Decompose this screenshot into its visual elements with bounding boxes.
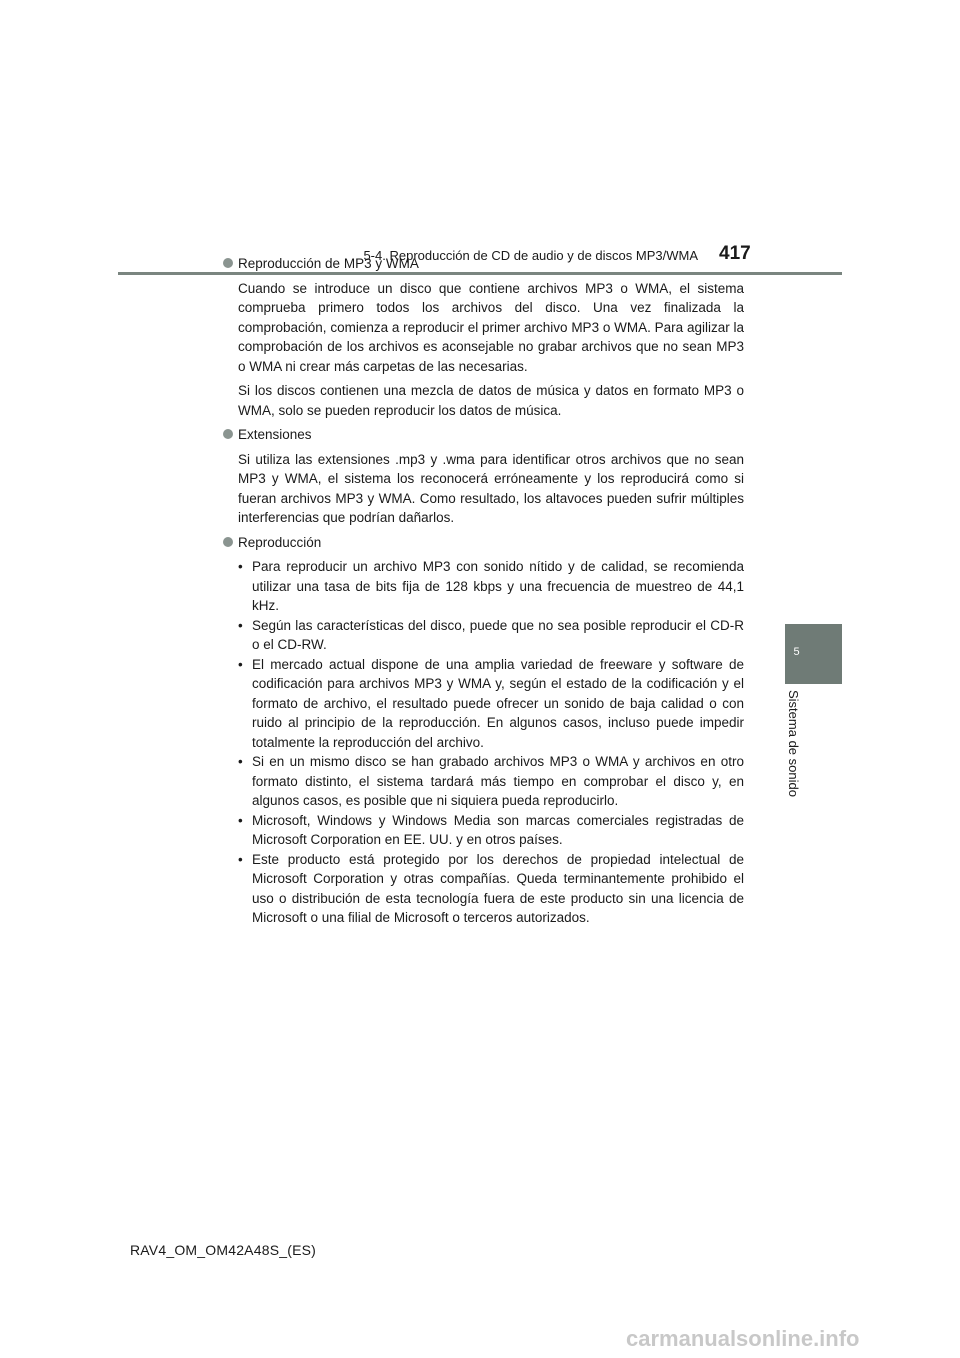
- paragraph: Si los discos contienen una mezcla de datos de música y datos en formato MP3 o WMA, solo se pueden reproducir los datos de música.: [238, 383, 744, 418]
- bullet-mark: •: [238, 851, 243, 867]
- paragraph: Cuando se introduce un disco que contiene archivos MP3 o WMA, el sistema comprueba primero todos los archivos del disco. Una vez finalizada la comprobación, comienza a reproducir el primer archivo MP3 o WMA. Para agilizar la comprobación de los archivos es aconsejable no grabar archivos que no sean MP3 o WMA ni crear más carpetas de las necesarias.: [238, 280, 744, 374]
- bullet-mark: •: [238, 617, 243, 633]
- list-item: • Para reproducir un archivo MP3 con sonido nítido y de calidad, se recomienda utilizar una tasa de bits fija de 128 kbps y una frecuencia de muestreo de 44,1 kHz.: [238, 559, 744, 613]
- bullet-mark: •: [238, 559, 243, 574]
- section-heading: Extensiones: [222, 425, 744, 445]
- section-reproduccion: [222, 533, 744, 928]
- paragraph: Si utiliza las extensiones .mp3 y .wma para identificar otros archivos que no sean MP3 y WMA, el sistema los reconocerá erróneamente y los reproducirá como si fueran archivos MP3 y WMA. Como resultado, los altavoces pueden sufrir múltiples interferencias que podrían dañarlos.: [238, 451, 744, 525]
- chapter-tab-label: Sistema de sonido: [786, 690, 801, 797]
- chapter-tab-number: 5: [793, 646, 800, 658]
- list-item: • El mercado actual dispone de una amplia variedad de freeware y software de codificación para archivos MP3 y WMA y, según el estado de la codificación y el formato de archivo, el resultado puede ofrecer un sonido de baja calidad o con ruido al principio de la reproducción. En algunos casos, incluso puede impedir totalmente la reproducción del archivo.: [238, 656, 744, 750]
- section-heading: Reproducción: [222, 533, 744, 553]
- list-item: • Según las características del disco, puede que no sea posible reproducir el CD-R o el CD-RW.: [238, 617, 744, 652]
- bullet-mark: •: [238, 812, 243, 828]
- list-item: • Si en un mismo disco se han grabado archivos MP3 o WMA y archivos en otro formato distinto, el sistema tardará más tiempo en comprobar el disco y, en algunos casos, es posible que ni siquiera pueda reproducirlo.: [238, 754, 744, 808]
- page-content: [222, 254, 744, 932]
- bullet-mark: •: [238, 754, 243, 769]
- list-item: • Este producto está protegido por los derechos de propiedad intelectual de Microsoft Corporation y otras compañías. Queda terminantemente prohibido el uso o distribución de esta tecnología fuera de este producto sin una licencia de Microsoft o una filial de Microsoft o terceros autorizados.: [238, 851, 744, 925]
- bullet-mark: •: [238, 656, 243, 672]
- bullet-dot-icon: [223, 429, 233, 439]
- list-item: • Microsoft, Windows y Windows Media son marcas comerciales registradas de Microsoft Corporation en EE. UU. y en otros países.: [238, 812, 744, 847]
- bullet-list: [222, 557, 744, 928]
- watermark: carmanualsonline.info: [626, 1326, 860, 1351]
- section-heading: Reproducción de MP3 y WMA: [222, 254, 744, 274]
- bullet-dot-icon: [223, 537, 233, 547]
- chapter-tab-label-wrap: [786, 690, 804, 800]
- section-mp3-wma: [222, 254, 744, 420]
- bullet-dot-icon: [223, 258, 233, 268]
- document-code: RAV4_OM_OM42A48S_(ES): [130, 1242, 317, 1258]
- section-title: 5-4. Reproducción de CD de audio y de discos MP3/WMA: [363, 248, 698, 263]
- section-extensiones: [222, 425, 744, 528]
- page-number: 417: [719, 243, 751, 264]
